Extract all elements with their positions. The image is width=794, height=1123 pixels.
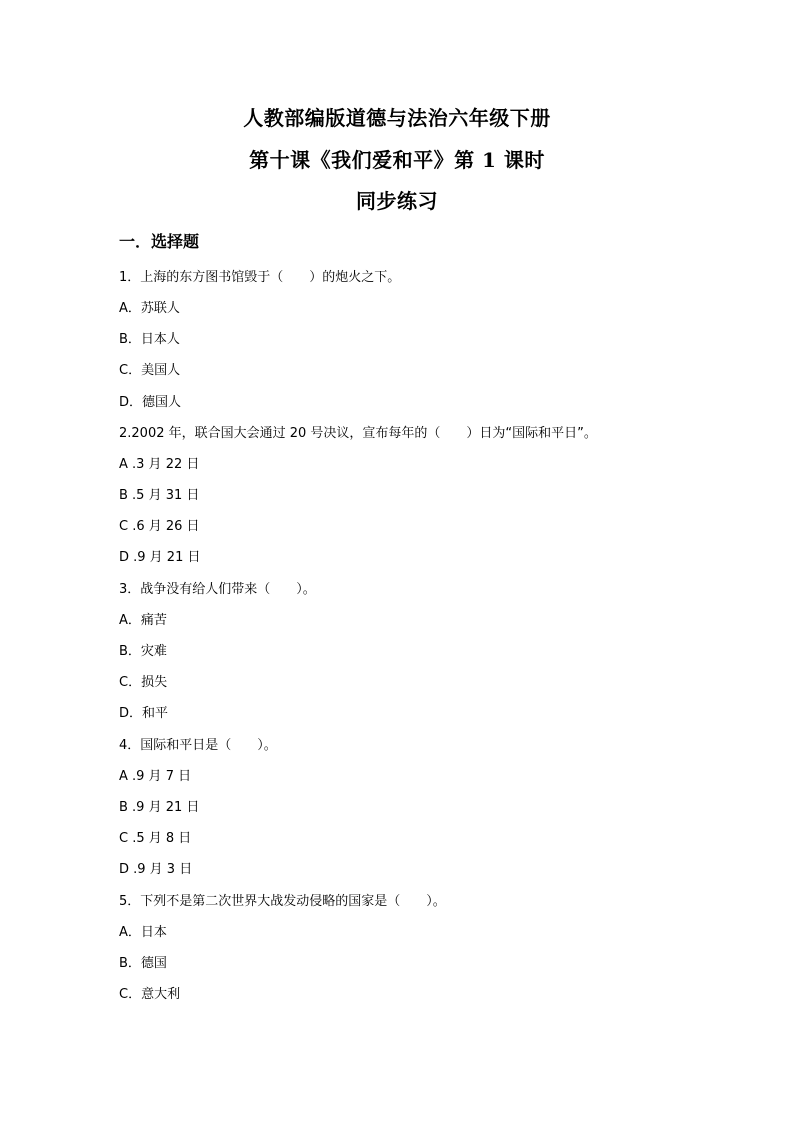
- section-heading: 一．选择题: [119, 232, 200, 251]
- question-option: B．德国: [119, 956, 167, 971]
- question-option: B .5 月 31 日: [119, 488, 200, 503]
- question-stem: 4．国际和平日是（ ）。: [119, 738, 277, 753]
- question-option: A．痛苦: [119, 613, 167, 628]
- question-stem: 2.2002 年，联合国大会通过 20 号决议，宣布每年的（ ）日为“国际和平日”。: [119, 426, 597, 441]
- question-stem: 1．上海的东方图书馆毁于（ ）的炮火之下。: [119, 270, 401, 285]
- question-option: C .6 月 26 日: [119, 519, 200, 534]
- question-option: A .9 月 7 日: [119, 769, 192, 784]
- lesson-title: 第十课《我们爱和平》第 1 课时: [249, 148, 545, 172]
- question-stem: 5．下列不是第二次世界大战发动侵略的国家是（ ）。: [119, 894, 446, 909]
- question-option: C .5 月 8 日: [119, 831, 192, 846]
- question-option: B .9 月 21 日: [119, 800, 200, 815]
- document-title: 人教部编版道德与法治六年级下册: [243, 106, 551, 130]
- question-option: D .9 月 21 日: [119, 550, 201, 565]
- question-option: B．灾难: [119, 644, 167, 659]
- question-option: A .3 月 22 日: [119, 457, 200, 472]
- question-option: C．损失: [119, 675, 168, 690]
- question-option: A．苏联人: [119, 301, 180, 316]
- question-option: C．美国人: [119, 363, 181, 378]
- question-option: D．和平: [119, 706, 169, 721]
- question-stem: 3．战争没有给人们带来（ ）。: [119, 582, 316, 597]
- question-option: D .9 月 3 日: [119, 862, 193, 877]
- exercise-title: 同步练习: [356, 189, 438, 213]
- question-option: C．意大利: [119, 987, 181, 1002]
- question-option: A．日本: [119, 925, 167, 940]
- question-option: D．德国人: [119, 395, 182, 410]
- question-option: B．日本人: [119, 332, 180, 347]
